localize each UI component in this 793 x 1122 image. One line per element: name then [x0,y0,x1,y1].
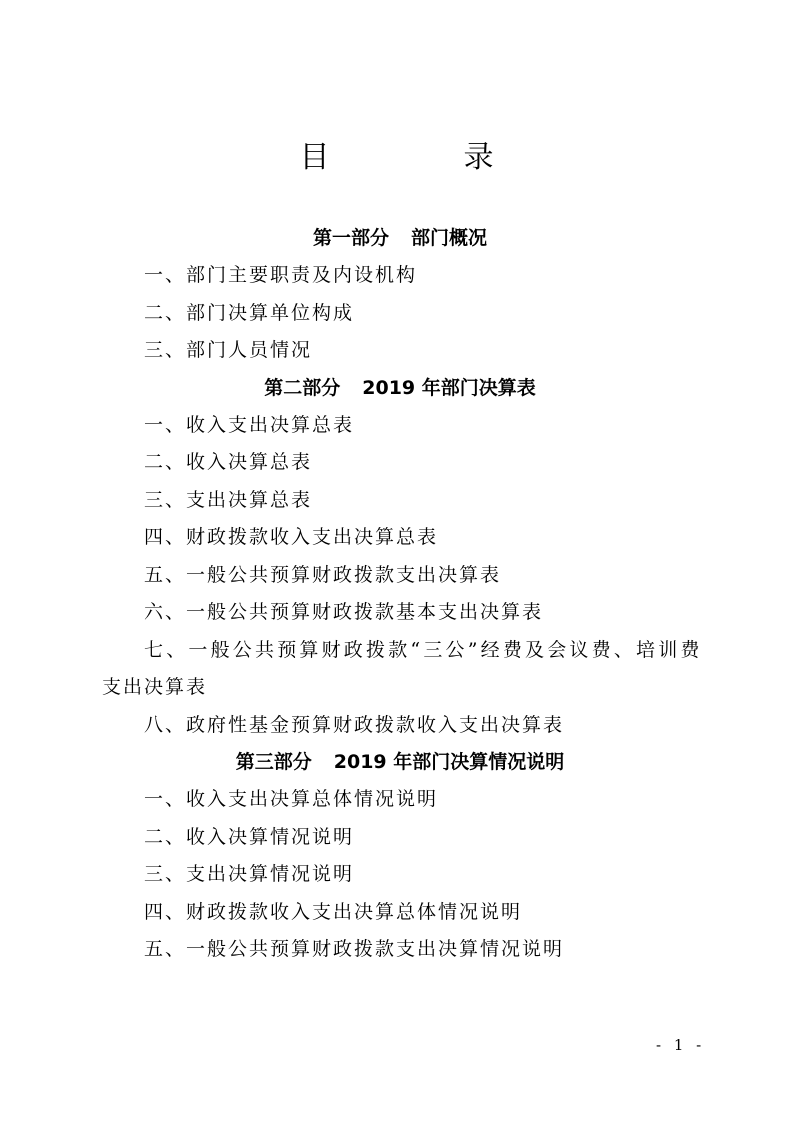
page-number: - 1 - [656,1036,706,1054]
toc-item: 一、部门主要职责及内设机构 [144,264,418,286]
toc-item: 三、部门人员情况 [144,339,313,361]
toc-item: 五、一般公共预算财政拨款支出决算表 [144,563,502,586]
table-of-contents [102,220,702,969]
section-heading-3 [98,744,702,781]
section-name: 2019 年部门决算情况说明 [333,751,565,773]
toc-item: 四、财政拨款收入支出决算总表 [144,526,439,548]
section-heading-2 [98,370,702,407]
toc-item: 六、一般公共预算财政拨款基本支出决算表 [144,601,544,623]
toc-item: 五、一般公共预算财政拨款支出决算情况说明 [144,938,565,960]
page-title: 目 录 [299,140,546,175]
toc-item-wrapped-line1: 七、一般公共预算财政拨款“三公”经费及会议费、培训费 [144,638,703,661]
section-heading-1 [98,220,702,257]
toc-item: 一、收入支出决算总体情况说明 [144,788,439,810]
section-part-label: 第一部分 [312,227,389,249]
toc-item: 二、部门决算单位构成 [144,301,355,324]
toc-item: 一、收入支出决算总表 [144,413,355,436]
toc-item: 二、收入决算情况说明 [144,825,355,848]
section-part-label: 第二部分 [264,376,341,399]
toc-item-wrapped-line2: 支出决算表 [102,676,208,698]
section-name: 部门概况 [411,227,488,249]
toc-item: 三、支出决算总表 [144,488,313,511]
toc-item: 八、政府性基金预算财政拨款收入支出决算表 [144,713,565,736]
toc-item: 二、收入决算总表 [144,451,313,473]
toc-item: 四、财政拨款收入支出决算总体情况说明 [144,900,523,923]
section-part-label: 第三部分 [235,751,312,773]
toc-item: 三、支出决算情况说明 [144,863,355,885]
section-name: 2019 年部门决算表 [362,376,536,399]
